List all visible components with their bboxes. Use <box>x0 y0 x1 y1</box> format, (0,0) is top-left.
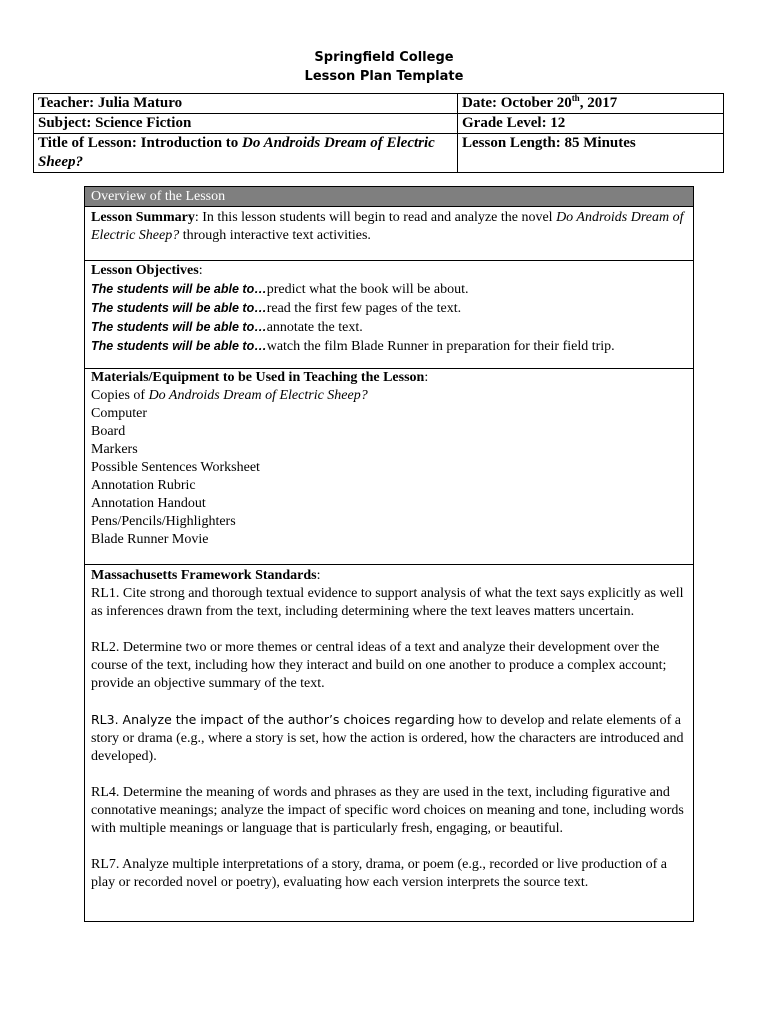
objective-item <box>91 318 687 337</box>
objective-text: predict what the book will be about. <box>266 282 469 297</box>
material-item: Annotation Rubric <box>91 478 196 493</box>
lesson-title-prefix: Title of Lesson: Introduction to <box>38 135 243 151</box>
info-row <box>34 94 724 114</box>
summary-text-after: through interactive text activities. <box>179 228 371 243</box>
date-ordinal: th <box>571 93 580 103</box>
lesson-title-cell <box>34 134 458 173</box>
objectives-colon: : <box>198 263 203 278</box>
date-prefix: Date: October 20 <box>462 95 572 111</box>
date-suffix: , 2017 <box>579 95 618 111</box>
material-item: Annotation Handout <box>91 496 206 511</box>
lesson-info-table <box>33 93 724 173</box>
info-row <box>34 134 724 173</box>
standard-rl3 <box>91 711 687 766</box>
teacher-text: Teacher: Julia Maturo <box>38 95 183 111</box>
document-title <box>0 48 768 86</box>
materials-label: Materials/Equipment to be Used in Teaching the Lesson <box>91 370 425 385</box>
lesson-summary-section <box>85 207 693 261</box>
overview-heading: Overview of the Lesson <box>85 187 693 207</box>
grade-cell <box>458 114 724 134</box>
summary-label: Lesson Summary <box>91 210 195 225</box>
subject-cell <box>34 114 458 134</box>
date-cell <box>458 94 724 114</box>
lesson-objectives-section <box>85 261 693 369</box>
objective-text: annotate the text. <box>266 320 363 335</box>
materials-section <box>85 369 693 565</box>
material-item: Pens/Pencils/Highlighters <box>91 514 236 529</box>
standard-rl3-lead: RL3. Analyze the impact of the author’s choices regarding <box>91 712 455 727</box>
summary-book: Do Androids Dream of Electric Sheep? <box>91 210 684 243</box>
objective-lead: The students will be able to… <box>91 301 267 315</box>
standards-section <box>85 565 693 921</box>
copies-book: Do Androids Dream of Electric Sheep? <box>148 388 368 403</box>
subject-text: Subject: Science Fiction <box>38 115 192 131</box>
copies-prefix: Copies of <box>91 388 149 403</box>
objective-item <box>91 337 687 356</box>
objective-text: read the first few pages of the text. <box>266 301 462 316</box>
material-item: Board <box>91 424 126 439</box>
standard-rl3-rest: how to develop and relate elements of a story or drama (e.g., where a story is set, how the action is ordered, how the characters are introduced and developed). <box>91 713 684 764</box>
teacher-cell <box>34 94 458 114</box>
materials-colon: : <box>424 370 429 385</box>
lesson-overview <box>84 186 694 922</box>
objective-lead: The students will be able to… <box>91 282 267 296</box>
standard-rl4: RL4. Determine the meaning of words and phrases as they are used in the text, including figurative and connotative meanings; analyze the impact of specific word choices on meaning and tone, including words with multiple meanings or language that is particularly fresh, engaging, or beautiful. <box>91 785 684 836</box>
material-item: Possible Sentences Worksheet <box>91 460 260 475</box>
standard-rl7: RL7. Analyze multiple interpretations of a story, drama, or poem (e.g., recorded or live production of a play or recorded novel or poetry), evaluating how each version interprets the source text. <box>91 857 668 890</box>
lesson-title-book: Do Androids Dream of Electric Sheep? <box>38 135 435 170</box>
grade-text: Grade Level: 12 <box>462 115 566 131</box>
summary-text-before: : In this lesson students will begin to read and analyze the novel <box>194 210 557 225</box>
college-name: Springfield College <box>314 50 454 65</box>
lesson-length-text: Lesson Length: 85 Minutes <box>462 135 636 151</box>
standard-rl2: RL2. Determine two or more themes or central ideas of a text and analyze their development over the course of the text, including how they interact and build on one another to produce a complex account; provide an objective summary of the text. <box>91 640 667 691</box>
standards-label: Massachusetts Framework Standards <box>91 568 317 583</box>
material-item: Blade Runner Movie <box>91 532 209 547</box>
objective-lead: The students will be able to… <box>91 339 267 353</box>
objective-item <box>91 280 687 299</box>
objective-item <box>91 299 687 318</box>
material-item: Computer <box>91 406 147 421</box>
objective-lead: The students will be able to… <box>91 320 267 334</box>
standard-rl1: RL1. Cite strong and thorough textual evidence to support analysis of what the text says explicitly as well as inferences drawn from the text, including determining where the text leaves matters uncertain. <box>91 586 684 619</box>
info-row <box>34 114 724 134</box>
lesson-length-cell <box>458 134 724 173</box>
template-title: Lesson Plan Template <box>304 69 464 84</box>
material-item: Markers <box>91 442 138 457</box>
standards-colon: : <box>316 568 321 583</box>
objectives-label: Lesson Objectives <box>91 263 199 278</box>
objective-text: watch the film Blade Runner in preparation for their field trip. <box>266 339 615 354</box>
material-item <box>91 387 687 405</box>
